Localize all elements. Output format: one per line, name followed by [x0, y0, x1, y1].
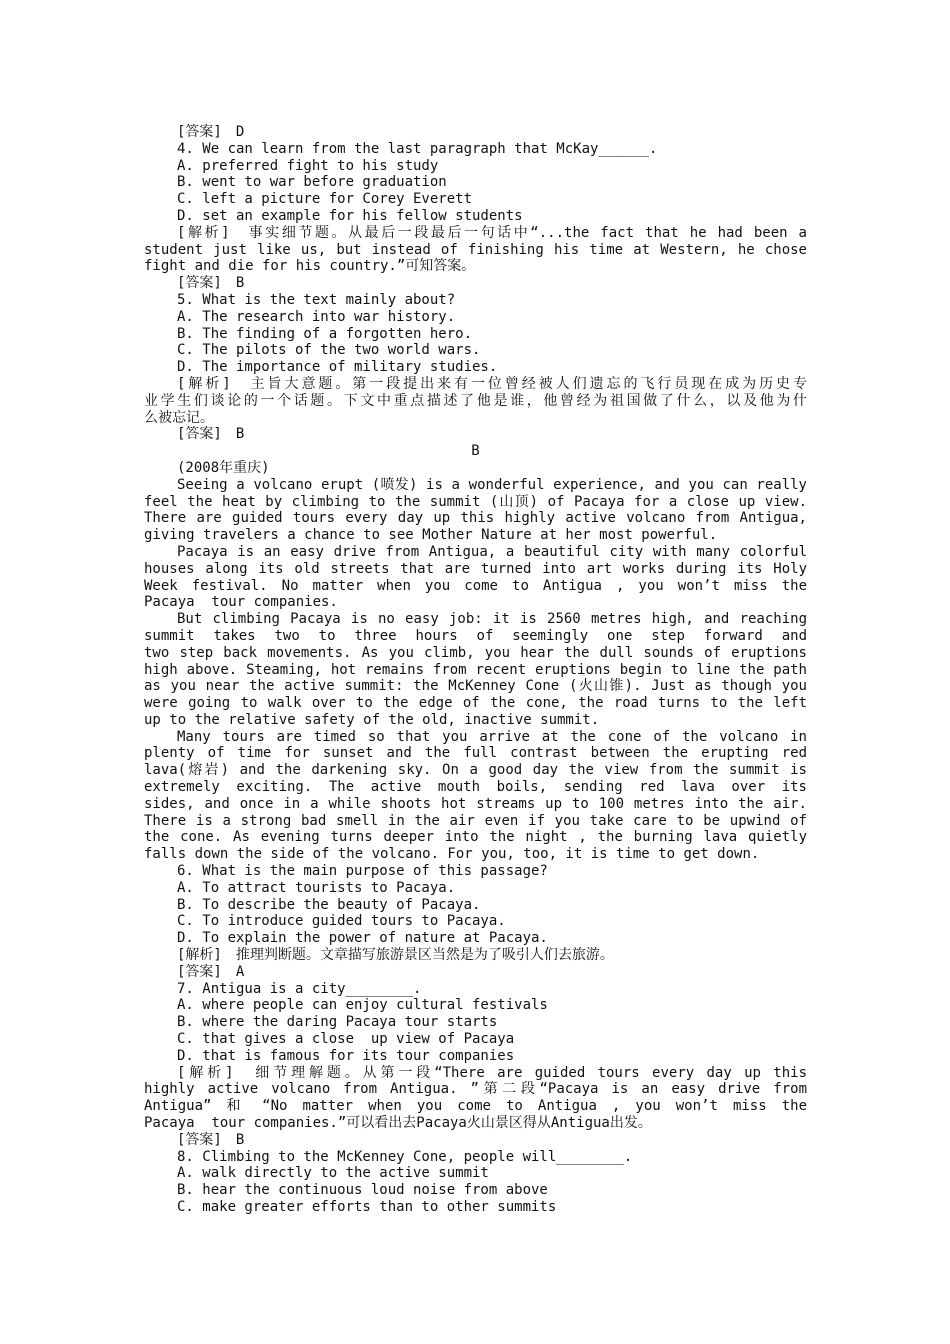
- text-line: D. The importance of military studies.: [177, 359, 498, 376]
- text-line: [答案] B: [177, 275, 245, 292]
- text-line: 么被忘记。: [144, 409, 214, 426]
- text-line: (2008年重庆): [177, 459, 270, 476]
- text-line: A. walk directly to the active summit: [177, 1165, 489, 1182]
- text-line: D. that is famous for its tour companies: [177, 1047, 515, 1064]
- text-line: C. To introduce guided tours to Pacaya.: [177, 913, 506, 930]
- document-body: [144, 124, 807, 1216]
- text-line: There are guided tours every day up this highly active volcano from Antigua,: [144, 510, 807, 527]
- text-line: [解析] 主旨大意题。第一段提出来有一位曾经被人们遗忘的飞行员现在成为历史专: [177, 375, 807, 392]
- text-line: 8. Climbing to the McKenney Cone, people will________.: [177, 1148, 633, 1165]
- text-line: [答案] B: [177, 1131, 245, 1148]
- text-line: [答案] D: [177, 124, 245, 140]
- text-line: [解析] 推理判断题。文章描写旅游景区当然是为了吸引人们去旅游。: [177, 947, 614, 964]
- text-line: falls down the side of the volcano. For you, too, it is time to get down.: [144, 846, 760, 863]
- text-line: Antigua” 和 “No matter when you come to Antigua , you won’t miss the: [144, 1098, 807, 1115]
- text-line: B. hear the continuous loud noise from above: [177, 1182, 548, 1199]
- text-line: 5. What is the text mainly about?: [177, 291, 456, 308]
- text-line: fight and die for his country.”可知答案。: [144, 258, 476, 275]
- text-line: [答案] A: [177, 963, 245, 980]
- text-line: A. preferred fight to his study: [177, 157, 439, 174]
- text-line: A. The research into war history.: [177, 308, 456, 325]
- text-line: B. To describe the beauty of Pacaya.: [177, 896, 481, 913]
- text-line: 6. What is the main purpose of this passage?: [177, 863, 548, 880]
- text-line: [答案] B: [177, 426, 245, 443]
- text-line: C. The pilots of the two world wars.: [177, 342, 481, 359]
- text-line: A. where people can enjoy cultural festivals: [177, 997, 548, 1014]
- text-line: 7. Antigua is a city________.: [177, 980, 422, 997]
- text-line: 4. We can learn from the last paragraph that McKay______.: [177, 140, 658, 157]
- text-line: as you near the active summit: the McKenney Cone (火山锥). Just as though you: [144, 678, 807, 695]
- text-line: D. set an example for his fellow students: [177, 207, 523, 224]
- text-line: C. make greater efforts than to other summits: [177, 1199, 557, 1215]
- text-line: [解析] 事实细节题。从最后一段最后一句话中“...the fact that he had been a: [177, 224, 807, 241]
- text-line: highly active volcano from Antigua. ”第二段“Pacaya is an easy drive from: [144, 1081, 807, 1098]
- text-line: feel the heat by climbing to the summit (山顶) of Pacaya for a close up view.: [144, 493, 807, 510]
- text-line: plenty of time for sunset and the full contrast between the erupting red: [144, 745, 807, 762]
- section-heading: B: [471, 443, 480, 460]
- text-line: giving travelers a chance to see Mother Nature at her most powerful.: [144, 527, 718, 544]
- text-line: D. To explain the power of nature at Pacaya.: [177, 930, 548, 947]
- text-line: the cone. As evening turns deeper into the night , the burning lava quietly: [144, 829, 807, 846]
- text-line: 业学生们谈论的一个话题。下文中重点描述了他是谁，他曾经为祖国做了什么，以及他为什: [144, 392, 807, 409]
- text-line: C. that gives a close up view of Pacaya: [177, 1031, 515, 1048]
- text-line: Many tours are timed so that you arrive at the cone of the volcano in: [177, 728, 807, 745]
- text-line: But climbing Pacaya is no easy job: it is 2560 metres high, and reaching: [177, 611, 807, 628]
- text-line: extremely exciting. The active mouth boils, sending red lava over its: [144, 779, 807, 796]
- text-line: B. went to war before graduation: [177, 174, 447, 191]
- text-line: There is a strong bad smell in the air even if you take care to be upwind of: [144, 812, 807, 829]
- text-line: [解析] 细节理解题。从第一段“There are guided tours every day up this: [177, 1064, 807, 1081]
- text-line: lava(熔岩) and the darkening sky. On a good day the view from the summit is: [144, 762, 807, 779]
- text-line: houses along its old streets that are turned into art works during its Holy: [144, 560, 807, 577]
- text-line: Pacaya tour companies.: [144, 594, 338, 611]
- text-line: high above. Steaming, hot remains from recent eruptions begin to line the path: [144, 661, 807, 678]
- text-line: Pacaya tour companies.”可以看出去Pacaya火山景区得从Antigua出发。: [144, 1115, 652, 1132]
- text-line: Week festival. No matter when you come to Antigua , you won’t miss the: [144, 577, 807, 594]
- text-line: B. where the daring Pacaya tour starts: [177, 1014, 498, 1031]
- text-line: B. The finding of a forgotten hero.: [177, 325, 473, 342]
- text-line: summit takes two to three hours of seemingly one step forward and: [144, 627, 807, 644]
- text-line: C. left a picture for Corey Everett: [177, 191, 473, 208]
- text-line: up to the relative safety of the old, inactive summit.: [144, 711, 600, 728]
- text-line: student just like us, but instead of finishing his time at Western, he chose: [144, 241, 807, 258]
- text-line: two step back movements. As you climb, you hear the dull sounds of eruptions: [144, 644, 807, 661]
- text-line: A. To attract tourists to Pacaya.: [177, 879, 456, 896]
- text-line: Seeing a volcano erupt (喷发) is a wonderful experience, and you can really: [177, 476, 807, 493]
- text-line: sides, and once in a while shoots hot streams up to 100 metres into the air.: [144, 795, 807, 812]
- text-line: were going to walk over to the edge of the cone, the road turns to the left: [144, 695, 807, 712]
- text-line: Pacaya is an easy drive from Antigua, a beautiful city with many colorful: [177, 543, 807, 560]
